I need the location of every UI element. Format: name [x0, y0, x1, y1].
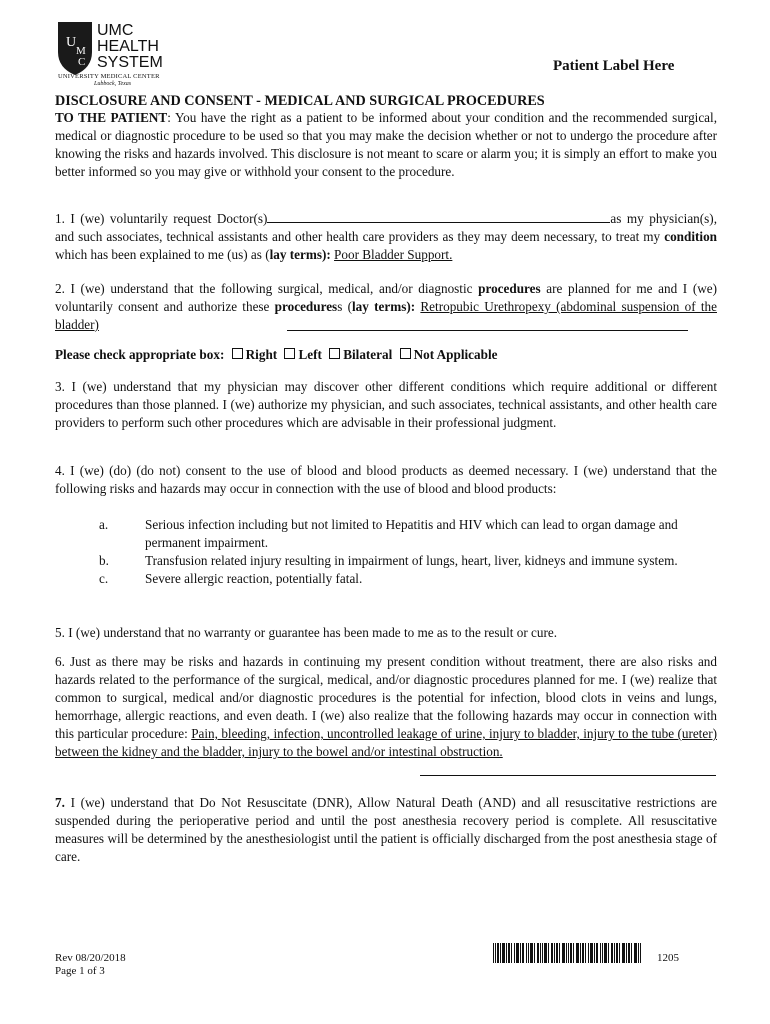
checkbox-not-applicable-label: Not Applicable: [413, 347, 498, 362]
umc-logo: [56, 18, 166, 78]
intro-text: : You have the right as a patient to be informed about your condition and the recommended surgical, medical or diagnostic procedure to be used so that you may make the decision whether or not to undergo the procedure after knowing the risks and hazards involved. This disclosure is not meant to scare or alarm you; it is simply an effort to make you better informed so you may give or withhold your consent to the procedure.: [55, 110, 717, 179]
item-6-line: [420, 775, 716, 776]
item-2-line: [287, 330, 688, 331]
logo-line1: UMC: [97, 22, 134, 39]
item-2-procedure-value: Retropubic Urethropexy (abdominal suspension of the bladder): [55, 299, 717, 332]
logo-line2: HEALTH: [97, 38, 159, 55]
intro-lead: TO THE PATIENT: [55, 110, 168, 125]
intro-paragraph: [55, 109, 717, 181]
item-3: 3. I (we) understand that my physician may discover other different conditions which require additional or different procedures than those planned. I (we) authorize my physician, and such associates, technical assistants, and other health care providers to perform such other procedures which are advisable in their professional judgment.: [55, 379, 717, 430]
item-5: 5. I (we) understand that no warranty or guarantee has been made to me as to the result or cure.: [55, 625, 558, 640]
form-code: 1205: [657, 952, 679, 964]
doctor-name-field[interactable]: [267, 210, 610, 223]
list-item: [55, 516, 717, 552]
item-1: [55, 210, 717, 264]
list-letter: b.: [99, 553, 109, 568]
item-1-text-b: as my physician(s), and such associates, technical assistants and other health care providers as they may deem necessary, to treat my: [55, 211, 717, 244]
list-text: Serious infection including but not limited to Hepatitis and HIV which can lead to organ damage and permanent impairment.: [145, 517, 678, 550]
logo-line3: SYSTEM: [97, 54, 163, 71]
item-2-text-c: (: [342, 299, 352, 314]
item-2-procedures-2: procedures: [274, 299, 338, 314]
checkbox-not-applicable[interactable]: [400, 348, 411, 359]
item-2-text-a: 2. I (we) understand that the following surgical, medical, and/or diagnostic: [55, 281, 479, 296]
checkbox-left[interactable]: [284, 348, 295, 359]
barcode-icon: [493, 943, 641, 963]
item-1-condition-value: Poor Bladder Support.: [334, 247, 453, 262]
footer-revision: Rev 08/20/2018: [55, 952, 126, 964]
svg-text:U: U: [66, 35, 77, 50]
list-text: Severe allergic reaction, potentially fatal.: [145, 571, 363, 586]
item-1-text-c: which has been explained to me (us) as (: [55, 247, 270, 262]
logo-location: Lubbock, Texas: [94, 81, 132, 87]
item-6-hazards-value: Pain, bleeding, infection, uncontrolled leakage of urine, injury to bladder, injury to the tube (ureter) between the kidney and the bladder, injury to the bowel and/or intestinal obstruction.: [55, 726, 717, 759]
logo-subtitle: UNIVERSITY MEDICAL CENTER: [58, 73, 160, 80]
item-1-text-a: 1. I (we) voluntarily request Doctor(s): [55, 211, 268, 226]
item-4-risk-list: [55, 516, 717, 588]
page-title: DISCLOSURE AND CONSENT - MEDICAL AND SURGICAL PROCEDURES: [55, 93, 545, 109]
checkbox-prompt: Please check appropriate box:: [55, 347, 225, 362]
checkbox-bilateral-label: Bilateral: [343, 347, 393, 362]
item-2-text-b: are planned for me and I (we) voluntarily consent and authorize these: [55, 281, 717, 314]
item-2-lay-terms: lay terms):: [352, 299, 416, 314]
item-1-lay-terms: lay terms):: [269, 247, 331, 262]
checkbox-right[interactable]: [232, 348, 243, 359]
footer-page-number: Page 1 of 3: [55, 965, 105, 977]
svg-text:M: M: [76, 45, 86, 57]
item-7: [55, 794, 717, 866]
checkbox-bilateral[interactable]: [329, 348, 340, 359]
item-4: 4. I (we) (do) (do not) consent to the use of blood and blood products as deemed necessary. I (we) understand that the following risks and hazards may occur in connection with the use of blood and blood products:: [55, 463, 717, 496]
item-1-condition: condition: [664, 229, 717, 244]
list-text: Transfusion related injury resulting in impairment of lungs, heart, liver, kidneys and immune system.: [145, 553, 678, 568]
list-letter: a.: [99, 517, 109, 532]
item-2-procedures: procedures: [478, 281, 541, 296]
svg-text:C: C: [78, 56, 86, 68]
item-7-number: 7.: [55, 795, 65, 810]
list-item: [55, 570, 717, 588]
item-6-text: 6. Just as there may be risks and hazards in continuing my present condition without treatment, there are also risks and hazards related to the performance of the surgical, medical, and/or diagnostic procedures planned for me. I (we) realize that common to surgical, medical and/or diagnostic procedures is the potential for infection, blood clots in veins and lungs, hemorrhage, allergic reactions, and even death. I (we) also realize that the following hazards may occur in connection with this particular procedure:: [55, 654, 717, 741]
item-7-text: I (we) understand that Do Not Resuscitate (DNR), Allow Natural Death (AND) and all resuscitative restrictions are suspended during the perioperative period and until the post anesthesia recovery period is complete. All resuscitative measures will be determined by the anesthesiologist until the patient is officially discharged from the post anesthesia stage of care.: [55, 795, 717, 864]
laterality-checkbox-row: [55, 346, 717, 364]
item-6: [55, 653, 717, 761]
patient-label-placeholder: Patient Label Here: [553, 58, 675, 74]
list-letter: c.: [99, 571, 109, 586]
checkbox-left-label: Left: [298, 347, 322, 362]
list-item: [55, 552, 717, 570]
item-2: 2. I (we) understand that the following surgical, medical, and/or diagnostic procedures are planned for me and I (we) voluntarily consent and authorize these proceduress (lay terms): Retropubic Urethropexy (abdominal suspension of the bladder): [55, 281, 717, 332]
checkbox-right-label: Right: [245, 347, 278, 362]
